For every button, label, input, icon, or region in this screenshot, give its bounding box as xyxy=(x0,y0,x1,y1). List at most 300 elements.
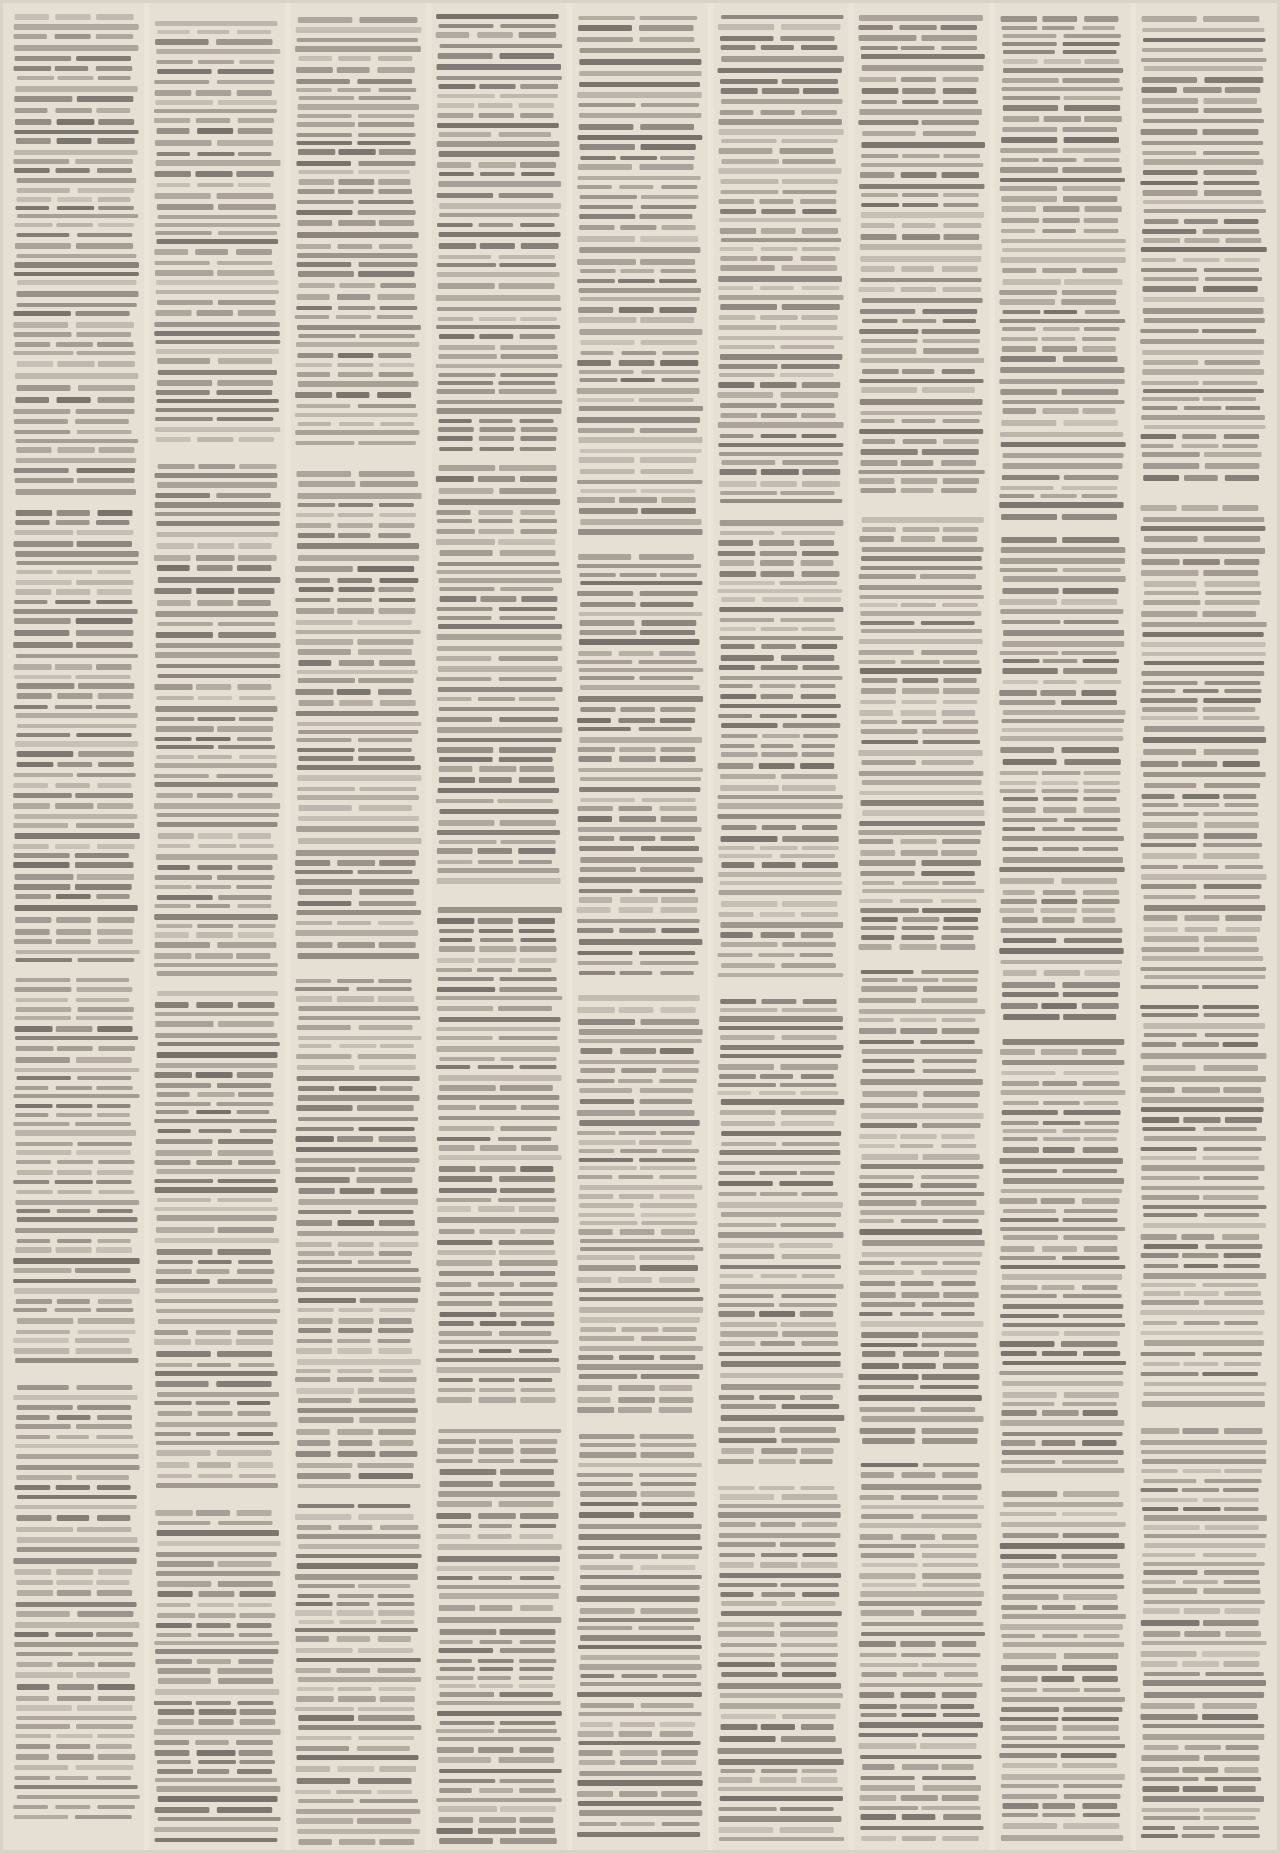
stripe-dash xyxy=(439,24,494,28)
stripe-dash xyxy=(13,1279,136,1283)
stripe-dash xyxy=(358,404,416,408)
stripe-dash xyxy=(297,493,421,499)
stripe-dash xyxy=(761,999,796,1004)
stripe-dash xyxy=(580,867,636,872)
stripe-dash xyxy=(156,532,278,537)
stripe-dash xyxy=(1000,1420,1124,1426)
stripe-dash xyxy=(298,1006,418,1011)
stripe-dash xyxy=(437,727,562,733)
stripe-dash xyxy=(1141,268,1197,272)
stripe-dash xyxy=(378,587,414,592)
stripe-dash xyxy=(860,1407,915,1412)
stripe-dash xyxy=(15,894,51,899)
stripe-dash xyxy=(662,1327,697,1332)
stripe-dash xyxy=(1003,1823,1057,1829)
stripe-dash xyxy=(520,1524,556,1528)
stripe-dash xyxy=(720,1284,844,1289)
stripe-dash xyxy=(520,1640,556,1644)
stripe-dash xyxy=(1144,936,1199,942)
stripe-dash xyxy=(999,1371,1123,1375)
stripe-dash xyxy=(16,1299,52,1304)
stripe-dash xyxy=(238,1603,272,1607)
stripe-dash xyxy=(1061,878,1117,884)
stripe-dash xyxy=(1141,381,1199,385)
stripe-dash xyxy=(1204,1300,1263,1305)
stripe-dash xyxy=(1142,229,1196,234)
stripe-dash xyxy=(1202,1651,1260,1657)
stripe-dash xyxy=(941,1134,975,1139)
stripe-dash xyxy=(901,172,937,178)
stripe-dash xyxy=(218,1561,272,1567)
stripe-dash xyxy=(157,380,212,386)
stripe-dash xyxy=(800,1171,835,1175)
stripe-dash xyxy=(14,419,68,424)
stripe-dash xyxy=(862,319,898,323)
stripe-dash xyxy=(519,958,556,963)
stripe-dash xyxy=(97,1485,131,1490)
stripe-dash xyxy=(802,846,839,850)
stripe-dash xyxy=(781,1438,840,1443)
stripe-dash xyxy=(237,1072,273,1078)
stripe-dash xyxy=(1203,181,1259,185)
stripe-dash xyxy=(621,1068,656,1073)
stripe-dash xyxy=(499,1301,553,1306)
stripe-dash xyxy=(718,1486,755,1490)
stripe-dash xyxy=(358,748,412,752)
stripe-dash xyxy=(859,1261,895,1265)
stripe-dash xyxy=(156,521,279,526)
stripe-dash xyxy=(1140,1005,1199,1009)
stripe-dash xyxy=(860,566,982,570)
stripe-dash xyxy=(299,1016,421,1020)
stripe-dash xyxy=(862,678,898,683)
stripe-dash xyxy=(858,830,981,835)
stripe-dash xyxy=(1062,167,1121,173)
stripe-dash xyxy=(803,597,841,602)
stripe-dash xyxy=(719,1562,754,1568)
stripe-dash xyxy=(296,1658,421,1662)
stripe-dash xyxy=(578,1524,702,1529)
stripe-dash xyxy=(760,1192,798,1196)
stripe-dash xyxy=(720,256,757,261)
stripe-dash xyxy=(860,411,982,415)
stripe-dash xyxy=(438,1176,492,1182)
stripe-dash xyxy=(1203,1620,1259,1626)
stripe-dash xyxy=(1143,812,1199,816)
stripe-dash xyxy=(641,846,699,851)
stripe-dash xyxy=(500,1312,555,1317)
stripe-dash xyxy=(859,1704,897,1709)
stripe-dash xyxy=(1062,1460,1118,1464)
stripe-dash xyxy=(295,1707,354,1711)
stripe-dash xyxy=(619,307,654,313)
stripe-dash xyxy=(1003,890,1035,895)
stripe-dash xyxy=(579,1307,703,1313)
stripe-dash xyxy=(338,1242,374,1247)
stripe-dash xyxy=(198,1633,235,1637)
stripe-dash xyxy=(75,159,133,164)
stripe-dash xyxy=(437,1448,474,1454)
stripe-dash xyxy=(299,1839,332,1845)
stripe-dash xyxy=(761,434,797,438)
stripe-dash xyxy=(237,1330,273,1335)
stripe-dash xyxy=(618,1079,653,1083)
stripe-dash xyxy=(297,543,419,549)
stripe-dash xyxy=(1143,286,1197,292)
stripe-dash xyxy=(1144,1264,1179,1268)
stripe-dash xyxy=(155,1072,193,1078)
stripe-dash xyxy=(437,860,472,864)
stripe-dash xyxy=(238,833,271,839)
stripe-dash xyxy=(357,1463,414,1468)
stripe-dash xyxy=(862,1583,917,1587)
stripe-dash xyxy=(357,79,412,84)
stripe-dash xyxy=(781,963,836,968)
stripe-dash xyxy=(196,1701,231,1705)
stripe-dash xyxy=(721,1384,840,1390)
stripe-dash xyxy=(577,185,612,189)
stripe-dash xyxy=(499,1176,555,1182)
stripe-dash xyxy=(1141,1234,1177,1240)
stripe-dash xyxy=(97,803,133,809)
stripe-dash xyxy=(238,310,276,316)
stripe-dash xyxy=(1084,789,1121,793)
stripe-dash xyxy=(578,1546,703,1550)
stripe-dash xyxy=(499,193,554,198)
stripe-dash xyxy=(238,555,277,561)
stripe-dash xyxy=(859,585,982,590)
stripe-dash xyxy=(1001,442,1126,447)
stripe-dash xyxy=(1203,698,1261,703)
stripe-dash xyxy=(1204,1213,1259,1217)
stripe-dash xyxy=(156,1571,280,1576)
stripe-dash xyxy=(295,315,329,319)
stripe-dash xyxy=(16,510,53,516)
stripe-dash xyxy=(437,1576,473,1580)
stripe-dash xyxy=(859,1743,917,1749)
stripe-dash xyxy=(16,570,52,574)
stripe-dash xyxy=(154,1339,191,1345)
stripe-dash xyxy=(578,1801,702,1806)
stripe-dash xyxy=(640,164,694,170)
stripe-dash xyxy=(861,1610,914,1616)
stripe-dash xyxy=(77,773,136,777)
stripe-dash xyxy=(437,1617,561,1623)
stripe-dash xyxy=(902,154,940,158)
stripe-dash xyxy=(436,76,562,80)
stripe-dash xyxy=(358,870,413,874)
stripe-dash xyxy=(1001,239,1126,243)
stripe-dash xyxy=(439,1593,559,1599)
stripe-dash xyxy=(578,747,616,752)
stripe-dash xyxy=(1062,1665,1117,1671)
stripe-dash xyxy=(359,1417,416,1423)
stripe-dash xyxy=(379,523,415,528)
stripe-dash xyxy=(499,1250,556,1255)
stripe-dash xyxy=(718,1459,754,1464)
stripe-dash xyxy=(580,1443,636,1447)
stripe-dash xyxy=(13,803,50,809)
stripe-dash xyxy=(218,632,276,638)
stripe-dash xyxy=(16,998,68,1002)
stripe-dash xyxy=(76,56,131,61)
stripe-dash xyxy=(1183,803,1219,807)
stripe-dash xyxy=(782,159,836,164)
stripe-dash xyxy=(13,1258,140,1264)
stripe-dash xyxy=(780,581,838,585)
stripe-dash xyxy=(943,193,979,197)
stripe-dash xyxy=(1184,1321,1220,1325)
stripe-dash xyxy=(380,700,416,706)
stripe-dash xyxy=(1001,1835,1123,1841)
stripe-dash xyxy=(1140,339,1264,344)
stripe-dash xyxy=(13,1558,136,1564)
stripe-dash xyxy=(619,747,655,752)
stripe-dash xyxy=(358,441,416,445)
stripe-dash xyxy=(1001,1725,1057,1731)
stripe-dash xyxy=(1064,105,1120,111)
stripe-dash xyxy=(921,1806,980,1810)
stripe-dash xyxy=(15,530,74,535)
stripe-dash xyxy=(577,398,634,402)
stripe-dash xyxy=(1041,1285,1074,1290)
stripe-dash xyxy=(721,1448,754,1454)
stripe-dash xyxy=(1084,771,1121,775)
stripe-dash xyxy=(57,1662,95,1667)
stripe-dash xyxy=(57,1590,91,1596)
stripe-dash xyxy=(98,361,135,367)
stripe-dash xyxy=(437,1501,492,1507)
stripe-dash xyxy=(719,1816,842,1822)
stripe-dash xyxy=(296,161,351,166)
stripe-dash xyxy=(479,1788,513,1793)
stripe-dash xyxy=(719,1016,843,1022)
stripe-dash xyxy=(1143,1291,1180,1296)
stripe-dash xyxy=(1142,1013,1199,1017)
stripe-dash xyxy=(157,239,279,244)
stripe-dash xyxy=(336,392,369,398)
stripe-dash xyxy=(1203,611,1257,617)
stripe-dash xyxy=(901,1495,939,1500)
stripe-dash xyxy=(1002,1432,1122,1436)
stripe-dash xyxy=(97,783,131,788)
stripe-dash xyxy=(902,1292,940,1298)
stripe-dash xyxy=(721,1121,775,1126)
stripe-dash xyxy=(578,651,612,656)
stripe-dash xyxy=(499,616,555,620)
stripe-dash xyxy=(337,1636,370,1642)
stripe-dash xyxy=(1141,444,1174,448)
stripe-dash xyxy=(659,651,695,656)
stripe-dash xyxy=(761,228,796,234)
stripe-dash xyxy=(57,1170,92,1175)
stripe-dash xyxy=(1003,797,1038,801)
stripe-dash xyxy=(1002,475,1060,480)
stripe-dash xyxy=(196,885,232,889)
stripe-dash xyxy=(155,652,280,658)
stripe-dash xyxy=(1000,1543,1125,1549)
stripe-dash xyxy=(1142,1459,1266,1464)
stripe-dash xyxy=(1143,1777,1199,1781)
stripe-dash xyxy=(297,670,418,674)
stripe-dash xyxy=(77,233,132,237)
stripe-dash xyxy=(577,1832,700,1837)
stripe-dash xyxy=(858,120,918,125)
stripe-dash xyxy=(579,1029,703,1035)
stripe-dash xyxy=(15,1036,138,1040)
stripe-dash xyxy=(661,928,699,933)
stripe-dash xyxy=(75,1122,131,1126)
stripe-dash xyxy=(16,291,138,297)
stripe-dash xyxy=(761,209,795,214)
stripe-dash xyxy=(580,1068,615,1073)
stripe-dash xyxy=(1002,1585,1124,1589)
stripe-dash xyxy=(55,66,88,71)
stripe-dash xyxy=(782,179,838,184)
stripe-dash xyxy=(298,756,353,761)
stripe-dash xyxy=(478,697,515,701)
stripe-dash xyxy=(800,763,834,769)
stripe-dash xyxy=(298,189,335,194)
stripe-dash xyxy=(1001,1784,1059,1788)
stripe-dash xyxy=(579,639,700,645)
stripe-dash xyxy=(1143,1680,1266,1686)
stripe-dash xyxy=(1062,290,1117,295)
stripe-dash xyxy=(781,364,840,369)
stripe-dash xyxy=(1141,874,1266,880)
stripe-dash xyxy=(198,1474,232,1478)
stripe-dash xyxy=(14,1785,138,1789)
stripe-dash xyxy=(580,144,636,150)
stripe-dash xyxy=(17,1795,140,1799)
stripe-dash xyxy=(238,1260,273,1264)
stripe-dash xyxy=(1062,1717,1119,1721)
stripe-dash xyxy=(800,1486,834,1490)
stripe-dash xyxy=(860,399,983,405)
stripe-dash xyxy=(14,1068,139,1072)
stripe-dash xyxy=(782,901,838,907)
stripe-dash xyxy=(580,1703,634,1708)
stripe-dash xyxy=(477,968,512,972)
stripe-dash xyxy=(480,938,514,942)
stripe-dash xyxy=(296,608,334,614)
stripe-dash xyxy=(216,774,273,778)
stripe-dash xyxy=(500,1779,555,1783)
stripe-dash xyxy=(17,1495,137,1499)
stripe-dash xyxy=(1002,78,1059,83)
stripe-dash xyxy=(359,1127,415,1131)
stripe-dash xyxy=(78,1007,134,1012)
stripe-dash xyxy=(296,1451,331,1457)
stripe-dash xyxy=(155,1012,279,1016)
stripe-dash xyxy=(478,918,513,924)
stripe-dash xyxy=(903,917,940,922)
stripe-dash xyxy=(499,1757,555,1763)
stripe-dash xyxy=(501,840,556,844)
stripe-dash xyxy=(13,1805,48,1809)
stripe-dash xyxy=(156,390,210,395)
stripe-dash xyxy=(659,279,697,283)
stripe-dash xyxy=(901,488,934,493)
stripe-dash xyxy=(154,1119,277,1123)
stripe-dash xyxy=(578,961,633,965)
stripe-dash xyxy=(578,1229,612,1235)
stripe-dash xyxy=(499,987,557,992)
stripe-dash xyxy=(1082,908,1115,913)
stripe-dash xyxy=(640,1482,696,1486)
stripe-dash xyxy=(781,1583,839,1587)
stripe-dash xyxy=(436,1701,560,1705)
stripe-dash xyxy=(197,183,233,187)
stripe-dash xyxy=(199,1709,237,1715)
stripe-dash xyxy=(436,1828,472,1834)
stripe-dash xyxy=(718,1512,841,1518)
stripe-dash xyxy=(519,1667,554,1671)
stripe-dash xyxy=(1224,1264,1260,1268)
stripe-dash xyxy=(721,1601,777,1606)
stripe-dash xyxy=(619,928,656,933)
stripe-dash xyxy=(719,1573,841,1578)
stripe-dash xyxy=(901,1534,935,1540)
stripe-dash xyxy=(157,482,277,488)
stripe-dash xyxy=(1204,947,1259,952)
stripe-dash xyxy=(298,1398,351,1403)
stripe-dash xyxy=(1002,818,1057,822)
stripe-dash xyxy=(780,1622,838,1627)
stripe-dash xyxy=(499,283,555,289)
stripe-dash xyxy=(902,1713,937,1717)
stripe-dash xyxy=(1144,905,1265,911)
stripe-dash xyxy=(861,234,897,240)
stripe-dash xyxy=(1043,847,1079,851)
stripe-dash xyxy=(1224,1767,1258,1773)
stripe-dash xyxy=(1000,568,1058,572)
stripe-dash xyxy=(360,1799,418,1803)
stripe-dash xyxy=(358,1054,416,1059)
stripe-dash xyxy=(297,1563,418,1569)
stripe-dash xyxy=(237,1701,273,1705)
stripe-dash xyxy=(16,1150,71,1155)
stripe-dash xyxy=(237,684,271,690)
stripe-dash xyxy=(1141,1331,1264,1335)
stripe-dash xyxy=(859,1395,982,1401)
stripe-dash xyxy=(922,1302,975,1307)
stripe-dash xyxy=(156,1483,278,1488)
stripe-dash xyxy=(438,562,560,566)
stripe-dash xyxy=(55,600,90,604)
stripe-dash xyxy=(17,751,74,757)
stripe-dash xyxy=(155,1002,189,1008)
stripe-dash xyxy=(859,660,896,664)
stripe-dash xyxy=(1142,622,1267,627)
stripe-dash xyxy=(438,687,563,692)
stripe-dash xyxy=(861,1622,983,1626)
stripe-dash xyxy=(78,683,134,689)
stripe-dash xyxy=(1204,581,1260,587)
stripe-dash xyxy=(298,56,332,61)
stripe-dash xyxy=(1063,1110,1120,1115)
stripe-dash xyxy=(297,1463,353,1468)
stripe-dash xyxy=(861,1192,984,1196)
stripe-dash xyxy=(14,1642,138,1647)
stripe-dash xyxy=(578,1355,613,1360)
stripe-dash xyxy=(1003,1147,1039,1153)
stripe-dash xyxy=(1183,1580,1218,1584)
stripe-dash xyxy=(802,551,839,556)
stripe-dash xyxy=(480,1640,513,1644)
stripe-dash xyxy=(721,99,842,104)
stripe-dash xyxy=(154,1740,189,1745)
